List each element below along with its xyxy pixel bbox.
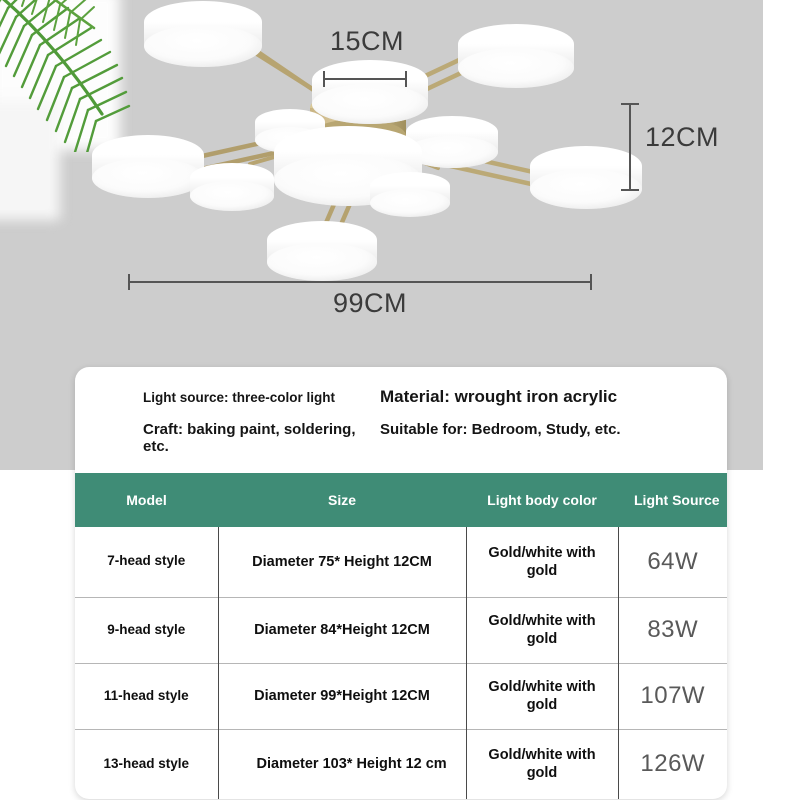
table-row — [75, 597, 727, 663]
spec-intro-block — [75, 367, 727, 473]
lamp-disc — [370, 172, 450, 217]
column-header-color: Light body color — [466, 473, 618, 527]
cell-model: 7-head style — [107, 553, 186, 569]
dimension-label-99cm: 99CM — [333, 288, 408, 318]
lamp-disc — [458, 24, 574, 88]
cell-light-source: 126W — [618, 729, 727, 799]
column-header-size: Size — [218, 473, 466, 527]
dimension-label-12cm: 12CM — [645, 122, 720, 152]
cell-size: Diameter 103* Height 12 cm — [218, 729, 466, 799]
intro-row-one — [75, 387, 727, 407]
table-header-row — [75, 473, 727, 527]
lamp-disc — [312, 60, 428, 124]
lamp-disc — [92, 135, 204, 198]
lamp-disc — [144, 1, 262, 67]
cell-light-source: 107W — [618, 663, 727, 729]
column-header-model: Model — [75, 473, 218, 527]
cell-size: Diameter 84*Height 12CM — [218, 597, 466, 663]
lamp-disc — [190, 163, 274, 211]
cell-model: 13-head style — [75, 729, 218, 799]
dimension-line-99cm — [128, 281, 592, 283]
intro-row-two — [75, 421, 727, 455]
lamp-disc — [267, 221, 377, 281]
cell-size: Diameter 99*Height 12CM — [218, 663, 466, 729]
cell-size: Diameter 75* Height 12CM — [218, 527, 466, 597]
craft-text: Craft: baking paint, soldering, etc. — [143, 421, 356, 455]
cell-color: Gold/white with gold — [466, 527, 618, 597]
cell-light-source: 64W — [618, 527, 727, 597]
column-header-light-source: Light Source — [618, 473, 727, 527]
table-row — [75, 729, 727, 799]
cell-light-source: 83W — [618, 597, 727, 663]
cell-color: Gold/white with gold — [466, 663, 618, 729]
cell-model: 9-head style — [75, 597, 218, 663]
dimension-line-15cm — [323, 78, 407, 80]
table-row — [75, 527, 727, 597]
dimension-label-15cm: 15CM — [330, 26, 405, 56]
light-source-text: Light source: three-color light — [143, 390, 336, 405]
cell-color: Gold/white with gold — [466, 597, 618, 663]
cell-color: Gold/white with gold — [466, 729, 618, 799]
suitable-for-text: Suitable for: Bedroom, Study, etc. — [380, 421, 621, 438]
cell-model: 11-head style — [75, 663, 218, 729]
specification-table — [75, 473, 727, 799]
specification-card — [75, 367, 727, 799]
material-text: Material: wrought iron acrylic — [380, 387, 618, 406]
table-row — [75, 663, 727, 729]
dimension-line-12cm — [629, 103, 631, 191]
lamp-disc — [530, 146, 642, 209]
